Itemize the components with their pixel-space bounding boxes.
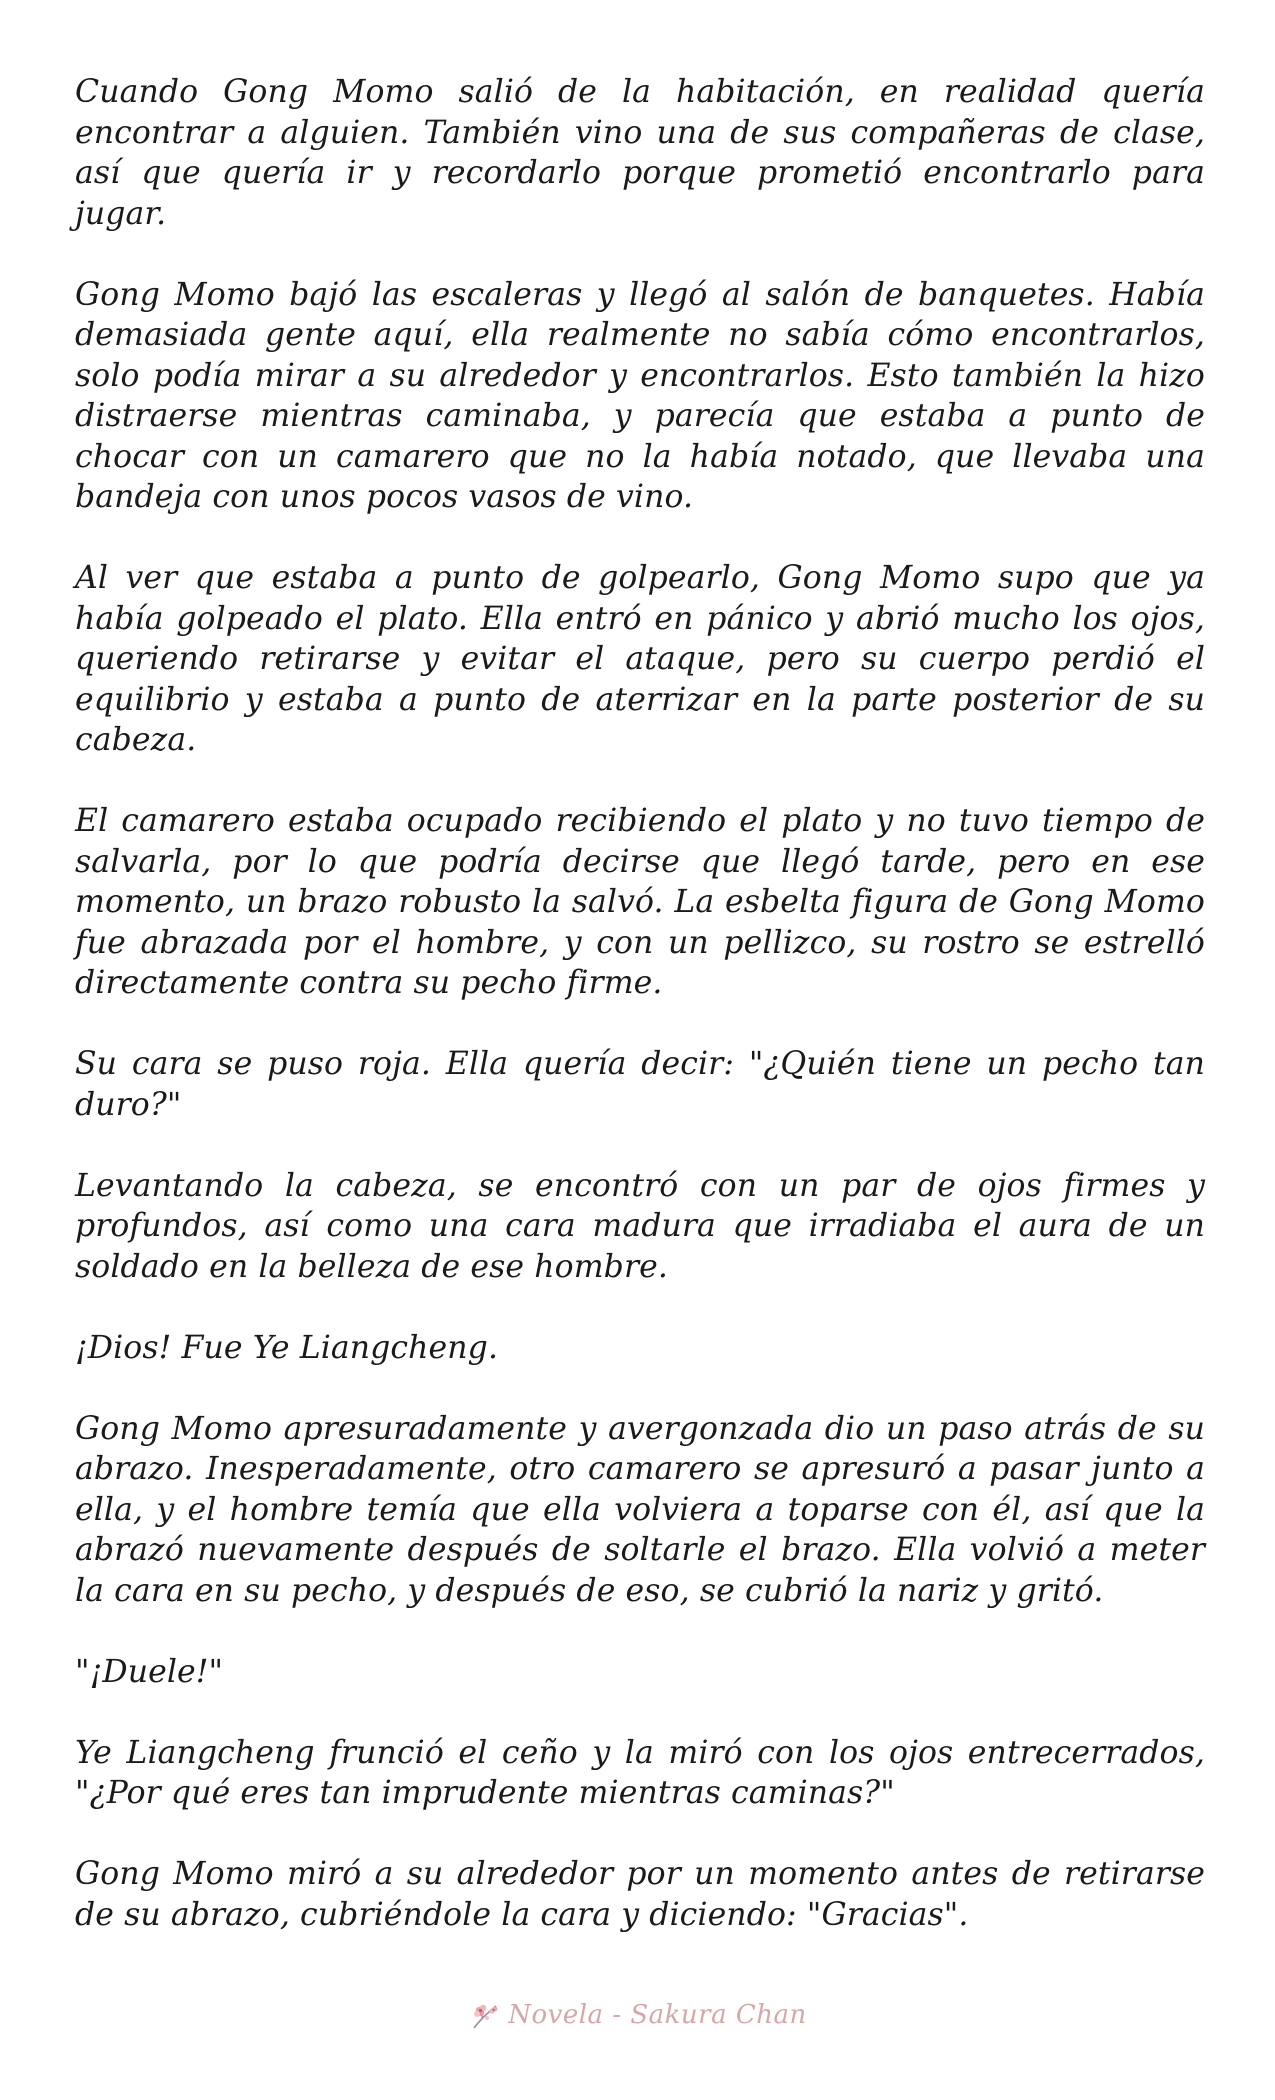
paragraph-3: Al ver que estaba a punto de golpearlo, Gong Momo supo que ya había golpeado el plato. Ella entró en pánico y abrió mucho los ojos, queriendo retirarse y evitar el ataque, pero su cuerpo perdió el equilibrio y estaba a punto de aterrizar en la parte posterior de su cabeza. bbox=[75, 560, 1205, 758]
watermark-text: Novela - Sakura Chan bbox=[508, 2000, 807, 2030]
paragraph-11: Gong Momo miró a su alrededor por un momento antes de retirarse de su abrazo, cubriéndole la cara y diciendo: "Gracias". bbox=[75, 1856, 1205, 1933]
sakura-blossom-icon bbox=[468, 1998, 502, 2032]
paragraph-6: Levantando la cabeza, se encontró con un par de ojos firmes y profundos, así como una cara madura que irradiaba el aura de un soldado en la belleza de ese hombre. bbox=[75, 1167, 1205, 1285]
watermark bbox=[0, 1995, 1275, 2035]
paragraph-7: ¡Dios! Fue Ye Liangcheng. bbox=[75, 1329, 499, 1366]
paragraph-4: El camarero estaba ocupado recibiendo el plato y no tuvo tiempo de salvarla, por lo que podría decirse que llegó tarde, pero en ese momento, un brazo robusto la salvó. La esbelta figura de Gong Momo fue abrazada por el hombre, y con un pellizco, su rostro se estrelló directamente contra su pecho firme. bbox=[75, 803, 1205, 1001]
paragraph-10: Ye Liangcheng frunció el ceño y la miró con los ojos entrecerrados, "¿Por qué eres tan imprudente mientras caminas?" bbox=[75, 1734, 1205, 1811]
paragraph-2: Gong Momo bajó las escaleras y llegó al salón de banquetes. Había demasiada gente aquí, ella realmente no sabía cómo encontrarlos, solo podía mirar a su alrededor y encontrarlos. Esto también la hizo distraerse mientras caminaba, y parecía que estaba a punto de chocar con un camarero que no la había notado, que llevaba una bandeja con unos pocos vasos de vino. bbox=[75, 276, 1205, 515]
paragraph-8: Gong Momo apresuradamente y avergonzada dio un paso atrás de su abrazo. Inesperadamente, otro camarero se apresuró a pasar junto a ella, y el hombre temía que ella volviera a toparse con él, así que la abrazó nuevamente después de soltarle el brazo. Ella volvió a meter la cara en su pecho, y después de eso, se cubrió la nariz y gritó. bbox=[75, 1410, 1205, 1609]
paragraph-9: "¡Duele!" bbox=[75, 1653, 224, 1690]
paragraph-1: Cuando Gong Momo salió de la habitación, en realidad quería encontrar a alguien. También vino una de sus compañeras de clase, así que quería ir y recordarlo porque prometió encontrarlo para jugar. bbox=[75, 74, 1205, 232]
watermark-content bbox=[468, 1998, 807, 2032]
paragraph-5: Su cara se puso roja. Ella quería decir: "¿Quién tiene un pecho tan duro?" bbox=[75, 1046, 1205, 1123]
document-body bbox=[75, 72, 1205, 1935]
